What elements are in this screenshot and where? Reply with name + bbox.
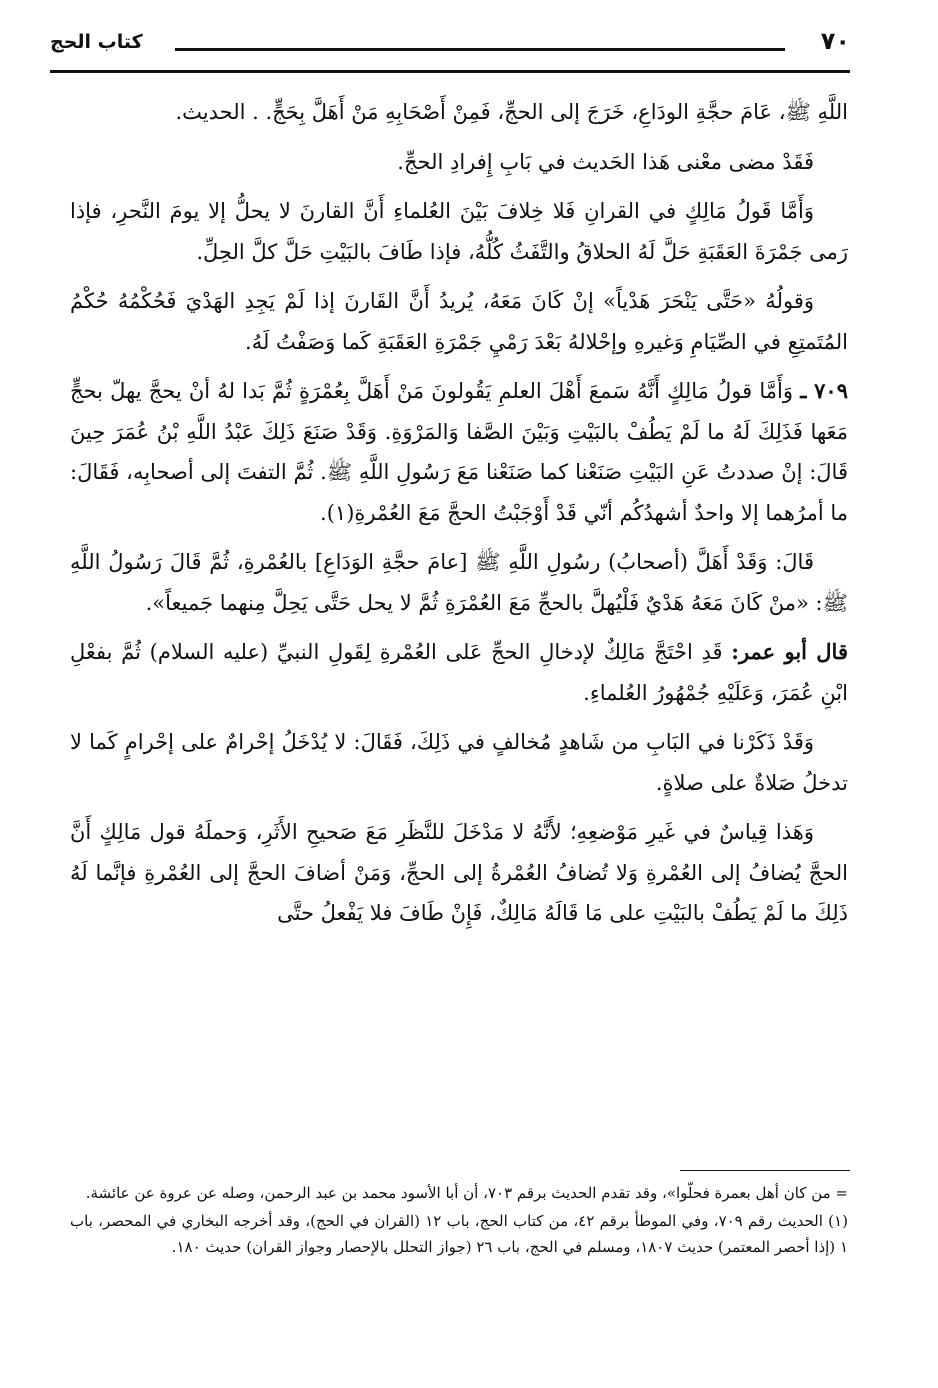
paragraph bbox=[70, 92, 848, 133]
paragraph bbox=[70, 142, 848, 183]
page-header bbox=[50, 22, 850, 72]
paragraph-text: قَدِ احْتَجَّ مَالِكٌ لإدخالِ الحجِّ عَلى العُمْرةِ لِقَولِ النبيِّ (عليه السلام) ثُمَّ بفعْلِ ابْنِ عُمَرَ، وَعَلَيْهِ جُمْهُورُ العُلماءِ. bbox=[70, 640, 848, 705]
paragraph bbox=[70, 812, 848, 934]
paragraph-text: اللَّهِ ﷺ، عَامَ حجَّةِ الودَاعِ، خَرَجَ إلى الحجِّ، فَمِنْ أَصْحَابِهِ مَنْ أَهَلَّ بِحَجٍّ. . الحديث. bbox=[175, 100, 848, 124]
paragraph-text: قَالَ: وَقَدْ أَهَلَّ (أصحابُ) رسُولِ اللَّهِ ﷺ [عامَ حجَّةِ الوَدَاعِ] بالعُمْرةِ، ثُمَّ قَالَ رَسُولُ اللَّهِ ﷺ: «منْ كَانَ مَعَهُ هَدْيٌ فَلْيُهلَّ بالحجِّ مَعَ العُمْرَةِ ثُمَّ لا يحل حَتَّى يَحِلَّ مِنهما جَميعاً». bbox=[70, 550, 848, 615]
footnote-rule bbox=[680, 1170, 850, 1171]
paragraph-text: وَأَمَّا قَولُ مَالِكٍ في القرانِ فَلا خِلافَ بَيْنَ العُلماءِ أَنَّ القارنَ لا يحلُّ إلا يومَ النَّحرِ، فإذا رَمى جَمْرَةَ العَقَبَةِ حَلَّ لَهُ الحلاقُ والتَّفَثُ كُلُّهُ، فإذا طَافَ بالبَيْتِ حَلَّ كلَّ الحِلِّ. bbox=[70, 199, 848, 264]
paragraph-text: وَهَذا قِياسٌ في غَيرِ مَوْضعِهِ؛ لأَنَّهُ لا مَدْخَلَ للنَّظَرِ مَعَ صَحيحِ الأَثَرِ، وَحملَهُ قول مَالِكٍ أَنَّ الحجَّ يُضافُ إلى العُمْرةِ وَلا تُضافُ العُمْرةُ إلى الحجِّ، وَمَنْ أضافَ الحجَّ إلى العُمْرةِ فإنَّما لَهُ ذَلِكَ ما لَمْ يَطُفْ بالبَيْتِ على مَا قَالَهُ مَالِكٌ، فَإِنْ طَافَ فلا يَفْعلُ حتَّى bbox=[70, 820, 848, 925]
book-title: كتاب الحج bbox=[50, 31, 143, 53]
header-rule bbox=[50, 70, 850, 73]
paragraph bbox=[70, 281, 848, 362]
commentary-paragraph bbox=[70, 632, 848, 713]
paragraph bbox=[70, 542, 848, 623]
paragraph bbox=[70, 722, 848, 803]
hadith-number: ٧٠٩ ـ bbox=[800, 378, 848, 403]
header-line bbox=[175, 48, 785, 51]
hadith-paragraph bbox=[70, 371, 848, 533]
paragraph bbox=[70, 191, 848, 272]
footnote: = من كان أهل بعمرة فحلّوا»، وقد تقدم الحديث برقم ٧٠٣، أن أبا الأسود محمد بن عبد الرحمن، وصله عن عروة عن عائشة. bbox=[85, 1184, 848, 1202]
paragraph-text: وَأَمَّا قولُ مَالِكٍ أَنَّهُ سَمعَ أَهْلَ العلمِ يَقُولونَ مَنْ أَهَلَّ بِعُمْرَةٍ ثُمَّ بَدا لهُ أنْ يحجَّ يهلّ بحجٍّ مَعَها فَذَلِكَ لَهُ ما لَمْ يَطُفْ بالبَيْتِ وَبَيْنَ الصَّفا وَالمَرْوَةِ. وَقَدْ صَنَعَ ذَلِكَ عَبْدُ اللَّهِ بْنُ عُمَرَ حِينَ قَالَ: إنْ صددتُ عَنِ البَيْتِ صَنَعْنا كما صَنَعْنا مَعَ رَسُولِ اللَّهِ ﷺ. ثُمَّ التفتَ إلى أصحابِه، فَقَالَ: ما أمرُهما إلا واحدٌ أشهدُكُم أنّي قَدْ أَوْجَبْتُ الحجَّ مَعَ العُمْرةِ(١). bbox=[70, 379, 848, 525]
page-number: ٧٠ bbox=[820, 27, 850, 55]
commentary-lead: قال أبو عمر: bbox=[731, 639, 848, 664]
footnote: (١) الحديث رقم ٧٠٩، وفي الموطأ برقم ٤٢، من كتاب الحج، باب ١٢ (القران في الحج)، وقد أخرجه البخاري في المحصر، باب ١ (إذا أحصر المعتمر) حديث ١٨٠٧، ومسلم في الحج، باب ٢٦ (جواز التحلل بالإحصار وجواز القران) حديث ١٨٠. bbox=[70, 1212, 848, 1256]
paragraph-text: وَقولُهُ «حَتَّى يَنْحَرَ هَدْياً» إنْ كَانَ مَعَهُ، يُريدُ أَنَّ القَارنَ إذا لَمْ يَجِدِ الهَدْيَ فَحُكْمُهُ حُكْمُ المُتَمتِعِ في الصِّيَامِ وَغيرهِ وإحْلالهُ بَعْدَ رَمْيِ جَمْرَةِ العَقَبَةِ كَما وَصَفْتُ لَهُ. bbox=[70, 289, 848, 354]
paragraph-text: فَقَدْ مضى معْنى هَذا الحَديث في بَابِ إِفرادِ الحجِّ. bbox=[397, 149, 814, 174]
paragraph-text: وَقَدْ ذَكَرْنا في البَابِ من شَاهدٍ مُخالفٍ في ذَلِكَ، فَقَالَ: لا يُدْخَلُ إحْرامٌ على إحْرامٍ كَما لا تدخلُ صَلاةٌ على صلاةٍ. bbox=[70, 730, 848, 795]
footnotes bbox=[70, 1180, 848, 1262]
main-text bbox=[70, 92, 848, 943]
